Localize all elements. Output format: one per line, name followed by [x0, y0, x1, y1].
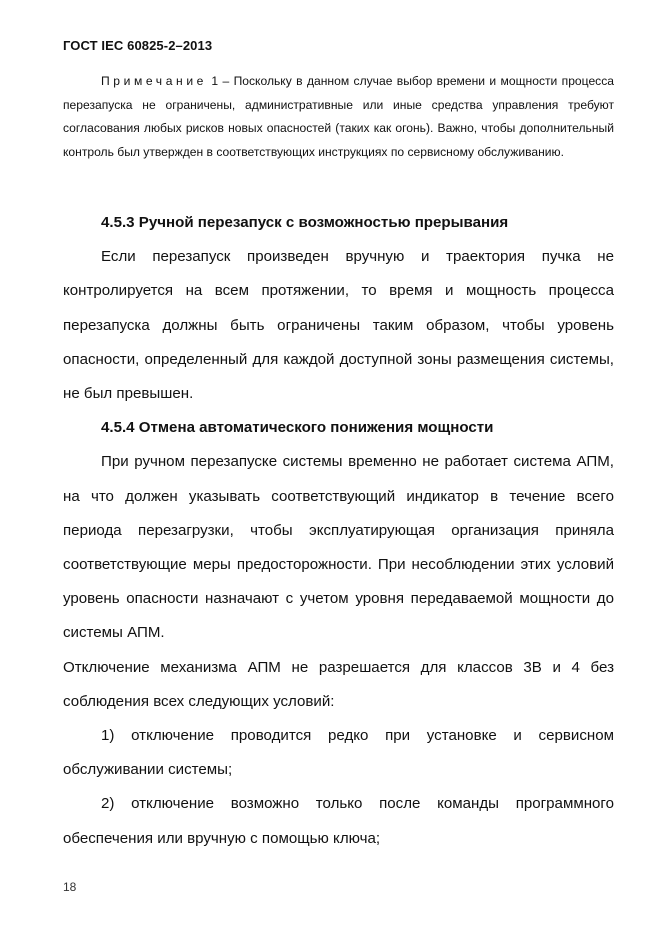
- standard-header: ГОСТ IEC 60825-2–2013: [63, 38, 213, 53]
- condition-item-2: 2) отключение возможно только после команды программного обеспечения или вручную с помощью ключа;: [63, 795, 614, 847]
- section-4-5-4-paragraph: При ручном перезапуске системы временно не работает система АПМ, на что должен указывать соответствующий индикатор в течение всего периода перезагрузки, чтобы эксплуатирующая организация приняла соответствующие меры предосторожности. При несоблюдении этих условий уровень опасности назначают с учетом уровня передаваемой мощности до системы АПМ.: [63, 453, 614, 642]
- conditions-intro: Отключение механизма АПМ не разрешается для классов 3В и 4 без соблюдения всех следующих условий:: [63, 658, 614, 710]
- document-body: [63, 206, 614, 856]
- page-number: 18: [63, 880, 77, 894]
- note-block: [63, 70, 614, 164]
- note-paragraph: [63, 70, 614, 164]
- note-label: Примечание: [101, 74, 207, 88]
- section-4-5-3-paragraph: Если перезапуск произведен вручную и траектория пучка не контролируется на всем протяжении, то время и мощность процесса перезапуска должны быть ограничены таким образом, чтобы уровень опасности, определенный для каждой доступной зоны размещения системы, не был превышен.: [63, 248, 614, 403]
- section-heading-4-5-3: 4.5.3 Ручной перезапуск с возможностью прерывания: [101, 214, 509, 231]
- condition-item-1: 1) отключение проводится редко при установке и сервисном обслуживании системы;: [63, 727, 614, 779]
- note-text: 1 – Поскольку в данном случае выбор времени и мощности процесса перезапуска не ограничены, административные или иные средства управления требуют согласования любых рисков новых опасностей (таких как огонь). Важно, чтобы дополнительный контроль был утвержден в соответствующих инструкциях по сервисному обслуживанию.: [63, 74, 614, 159]
- section-heading-4-5-4: 4.5.4 Отмена автоматического понижения мощности: [101, 419, 494, 437]
